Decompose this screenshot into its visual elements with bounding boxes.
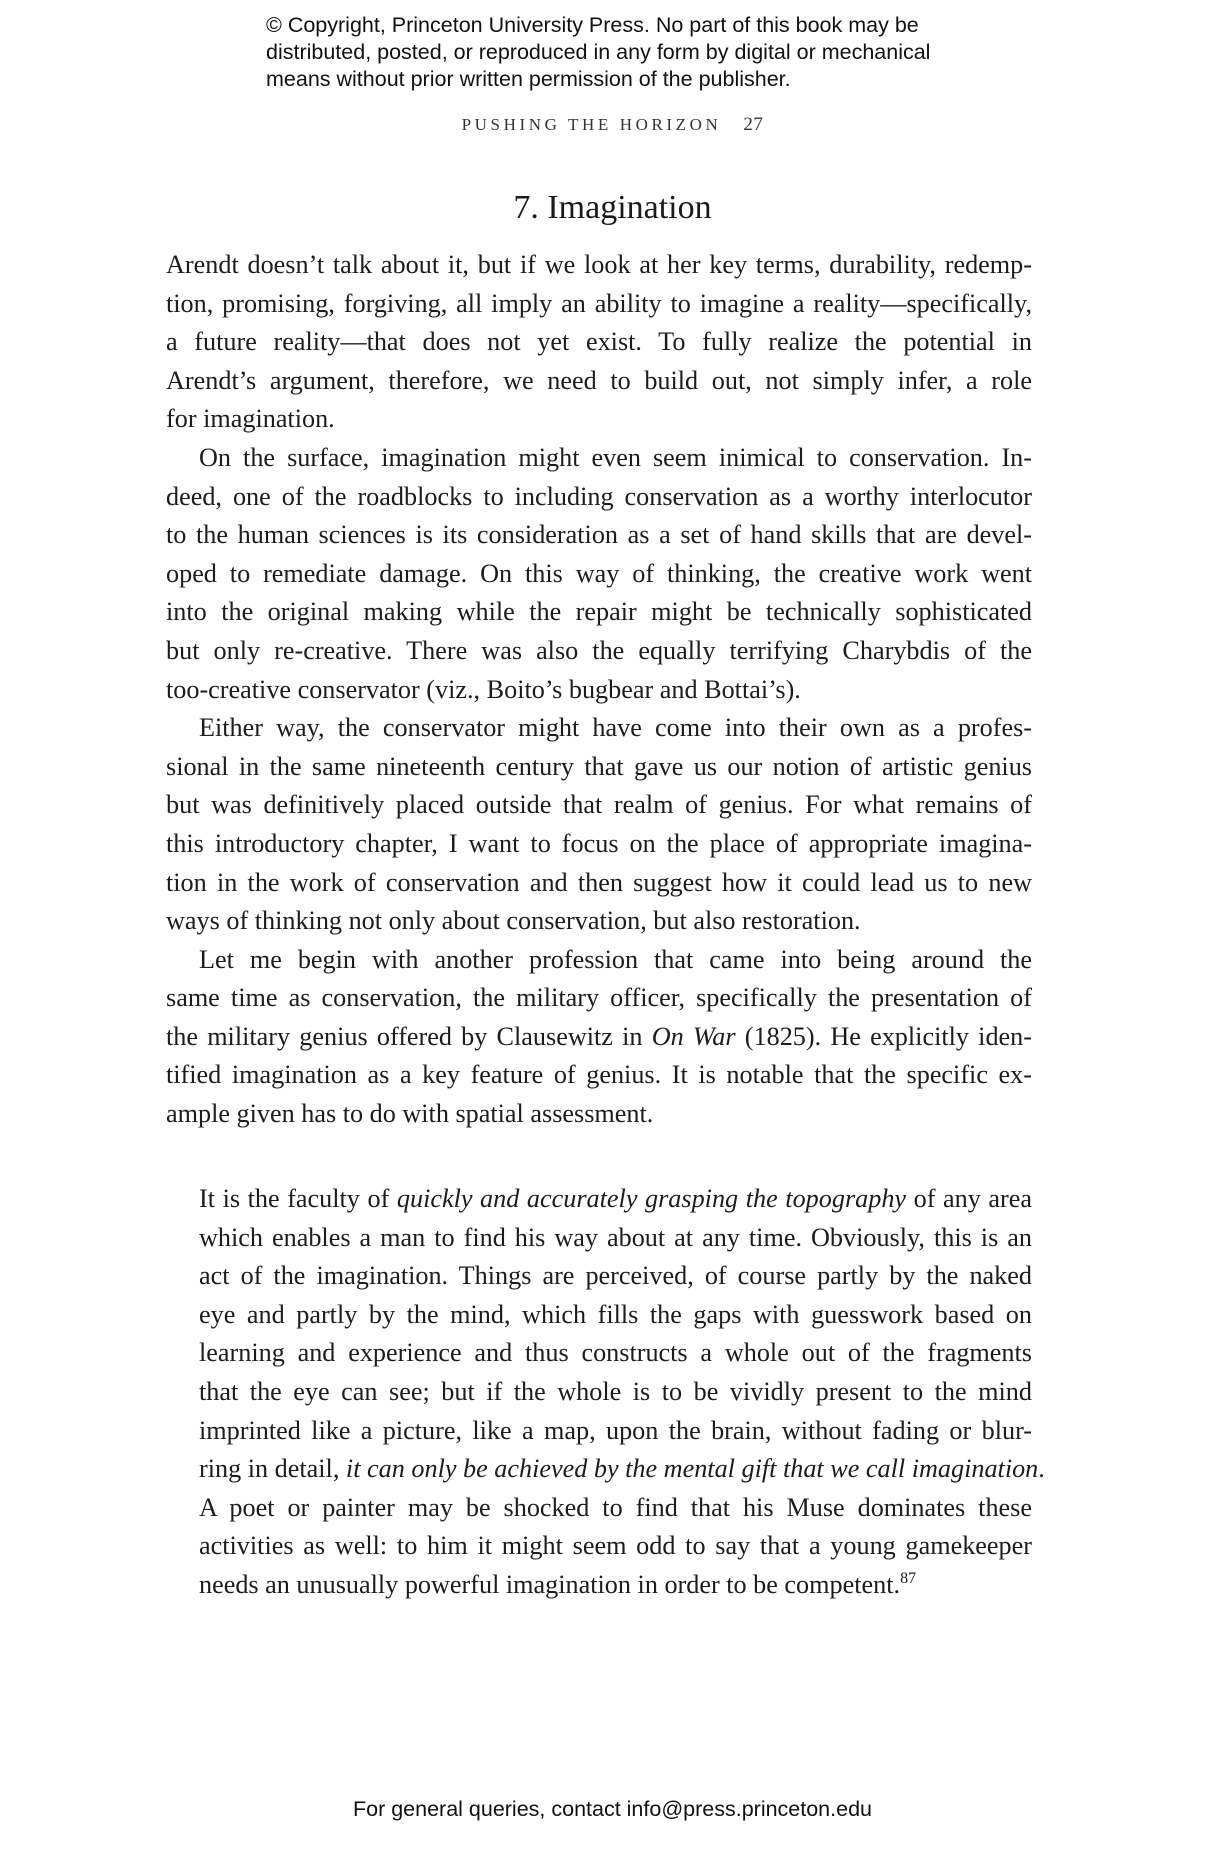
quote-line: which enables a man to find his way about at any time. Obviously, this is an [199, 1222, 1032, 1252]
quote-text-run: of any area [906, 1184, 1032, 1213]
body-line: deed, one of the roadblocks to including conservation as a worthy interlocutor [166, 481, 1032, 511]
body-line: for imagination. [166, 404, 335, 434]
body-line: ample given has to do with spatial assessment. [166, 1099, 654, 1129]
quote-line [199, 1450, 1045, 1489]
body-line: too-creative conservator (viz., Boito’s bugbear and Bottai’s). [166, 674, 801, 704]
quote-line [199, 1566, 1032, 1605]
body-line: sional in the same nineteenth century that gave us our notion of artistic genius [166, 751, 1032, 781]
quote-emphasis: quickly and accurately grasping the topography [396, 1184, 907, 1213]
footer-contact: For general queries, contact info@press.princeton.edu [352, 1797, 872, 1821]
body-line: Let me begin with another profession that came into being around the [199, 944, 1032, 974]
copyright-line: © Copyright, Princeton University Press. No part of this book may be [266, 13, 919, 37]
quote-text-run: needs an unusually powerful imagination in order to be competent. [199, 1569, 901, 1599]
quote-text-run: . [1038, 1454, 1045, 1484]
quote-line: eye and partly by the mind, which fills the gaps with guesswork based on [199, 1299, 1032, 1329]
body-line: but was definitively placed outside that realm of genius. For what remains of [166, 790, 1032, 820]
copyright-line: means without prior written permission of the publisher. [266, 67, 791, 91]
body-line: Arendt doesn’t talk about it, but if we look at her key terms, durability, redemp- [166, 250, 1032, 279]
body-line: Arendt’s argument, therefore, we need to build out, not simply infer, a role [166, 365, 1032, 395]
quote-text-run: ring in detail, [199, 1454, 346, 1484]
copyright-line: distributed, posted, or reproduced in any form by digital or mechanical [266, 40, 931, 64]
copyright-notice [266, 12, 986, 93]
running-head-title: PUSHING THE HORIZON [461, 115, 722, 134]
body-line: tified imagination as a key feature of genius. It is notable that the specific ex- [166, 1060, 1032, 1090]
book-title-on-war: On War [651, 1021, 736, 1051]
body-line: tion in the work of conservation and then suggest how it could lead us to new [166, 867, 1032, 897]
quote-text-run: It is the faculty of [199, 1184, 397, 1213]
running-head [0, 114, 1225, 136]
body-line: ways of thinking not only about conservation, but also restoration. [166, 906, 861, 936]
quote-line: learning and experience and thus constructs a whole out of the fragments [199, 1338, 1032, 1368]
body-line: oped to remediate damage. On this way of thinking, the creative work went [166, 558, 1032, 588]
body-text [166, 246, 1032, 1134]
body-line: same time as conservation, the military officer, specifically the presentation of [166, 983, 1032, 1013]
block-quote [199, 1180, 1045, 1605]
body-line: to the human sciences is its consideration as a set of hand skills that are devel- [166, 520, 1032, 550]
quote-line: imprinted like a picture, like a map, upon the brain, without fading or blur- [199, 1415, 1032, 1445]
body-text-run: the military genius offered by Clausewitz in [166, 1021, 652, 1051]
footnote-marker[interactable]: 87 [900, 1569, 917, 1587]
quote-line: A poet or painter may be shocked to find that his Muse dominates these [199, 1492, 1032, 1522]
body-line: into the original making while the repair might be technically sophisticated [166, 597, 1032, 627]
quote-emphasis: it can only be achieved by the mental gift that we call imagination [345, 1454, 1039, 1484]
quote-line: that the eye can see; but if the whole is to be vividly present to the mind [199, 1376, 1032, 1406]
quote-line [199, 1180, 1032, 1219]
quote-line: activities as well: to him it might seem odd to say that a young gamekeeper [199, 1531, 1032, 1561]
body-line: tion, promising, forgiving, all imply an ability to imagine a reality—specifically, [166, 288, 1032, 318]
quote-line: act of the imagination. Things are perceived, of course partly by the naked [199, 1261, 1032, 1291]
section-title: 7. Imagination [513, 189, 712, 226]
body-line: Either way, the conservator might have come into their own as a profes- [199, 713, 1032, 743]
body-text-run: (1825). He explicitly iden- [735, 1021, 1032, 1051]
body-line: this introductory chapter, I want to focus on the place of appropriate imagina- [166, 828, 1032, 858]
body-line: a future reality—that does not yet exist. To fully realize the potential in [166, 327, 1032, 357]
body-line: On the surface, imagination might even seem inimical to conservation. In- [199, 442, 1032, 472]
body-line [166, 1018, 1032, 1057]
page-number: 27 [743, 114, 764, 135]
body-line: but only re-creative. There was also the equally terrifying Charybdis of the [166, 635, 1032, 665]
